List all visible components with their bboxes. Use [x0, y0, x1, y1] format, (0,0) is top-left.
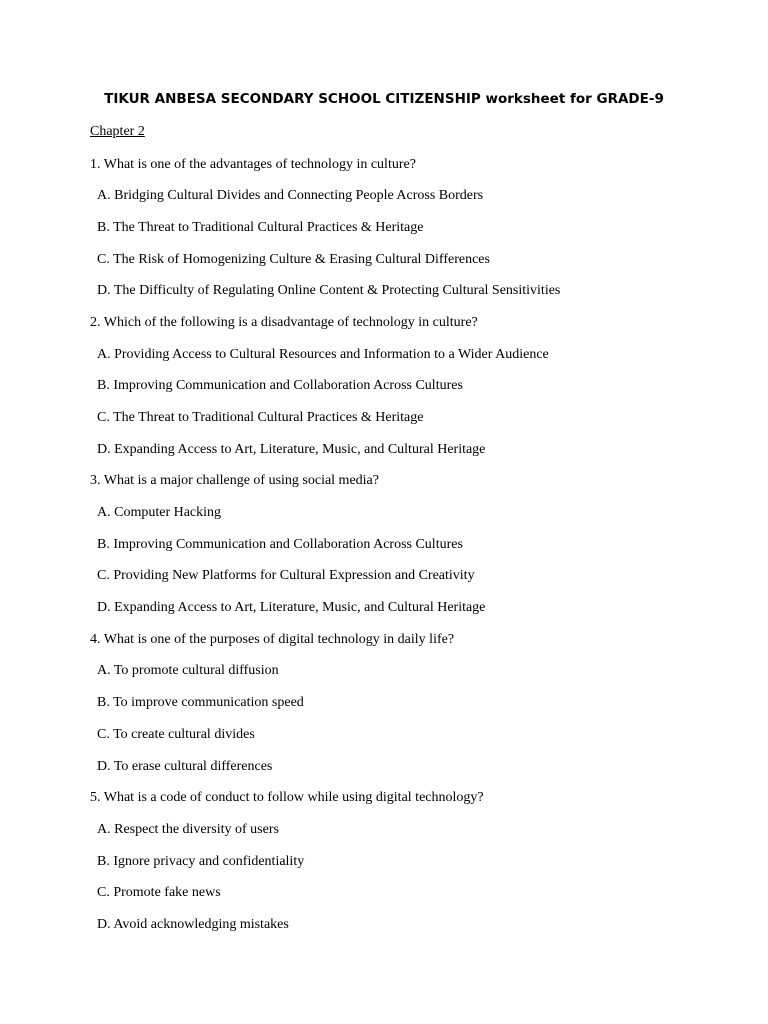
answer-option: D. Expanding Access to Art, Literature, Music, and Cultural Heritage [97, 600, 486, 615]
answer-option: C. Promote fake news [97, 885, 221, 900]
chapter-heading: Chapter 2 [90, 124, 145, 139]
answer-option: D. Expanding Access to Art, Literature, Music, and Cultural Heritage [97, 442, 486, 457]
answer-option: C. The Risk of Homogenizing Culture & Erasing Cultural Differences [97, 252, 490, 267]
answer-option: A. Providing Access to Cultural Resources and Information to a Wider Audience [97, 347, 549, 362]
answer-option: D. The Difficulty of Regulating Online Content & Protecting Cultural Sensitivities [97, 283, 561, 298]
answer-option: C. The Threat to Traditional Cultural Practices & Heritage [97, 410, 424, 425]
answer-option: D. To erase cultural differences [97, 759, 273, 774]
question-text: 5. What is a code of conduct to follow while using digital technology? [90, 790, 484, 805]
answer-option: A. To promote cultural diffusion [97, 663, 279, 678]
answer-option: A. Respect the diversity of users [97, 822, 279, 837]
answer-option: B. Improving Communication and Collaboration Across Cultures [97, 378, 463, 393]
answer-option: C. To create cultural divides [97, 727, 255, 742]
answer-option: B. The Threat to Traditional Cultural Practices & Heritage [97, 220, 424, 235]
question-text: 2. Which of the following is a disadvantage of technology in culture? [90, 315, 478, 330]
answer-option: A. Computer Hacking [97, 505, 222, 520]
answer-option: B. To improve communication speed [97, 695, 304, 710]
question-text: 3. What is a major challenge of using social media? [90, 473, 379, 488]
answer-option: B. Improving Communication and Collaboration Across Cultures [97, 537, 463, 552]
answer-option: C. Providing New Platforms for Cultural Expression and Creativity [97, 568, 475, 583]
answer-option: D. Avoid acknowledging mistakes [97, 917, 289, 932]
answer-option: A. Bridging Cultural Divides and Connecting People Across Borders [97, 188, 484, 203]
question-text: 4. What is one of the purposes of digital technology in daily life? [90, 632, 455, 647]
question-text: 1. What is one of the advantages of technology in culture? [90, 157, 416, 172]
document-title: TIKUR ANBESA SECONDARY SCHOOL CITIZENSHIP worksheet for GRADE-9 [104, 91, 664, 107]
answer-option: B. Ignore privacy and confidentiality [97, 854, 305, 869]
